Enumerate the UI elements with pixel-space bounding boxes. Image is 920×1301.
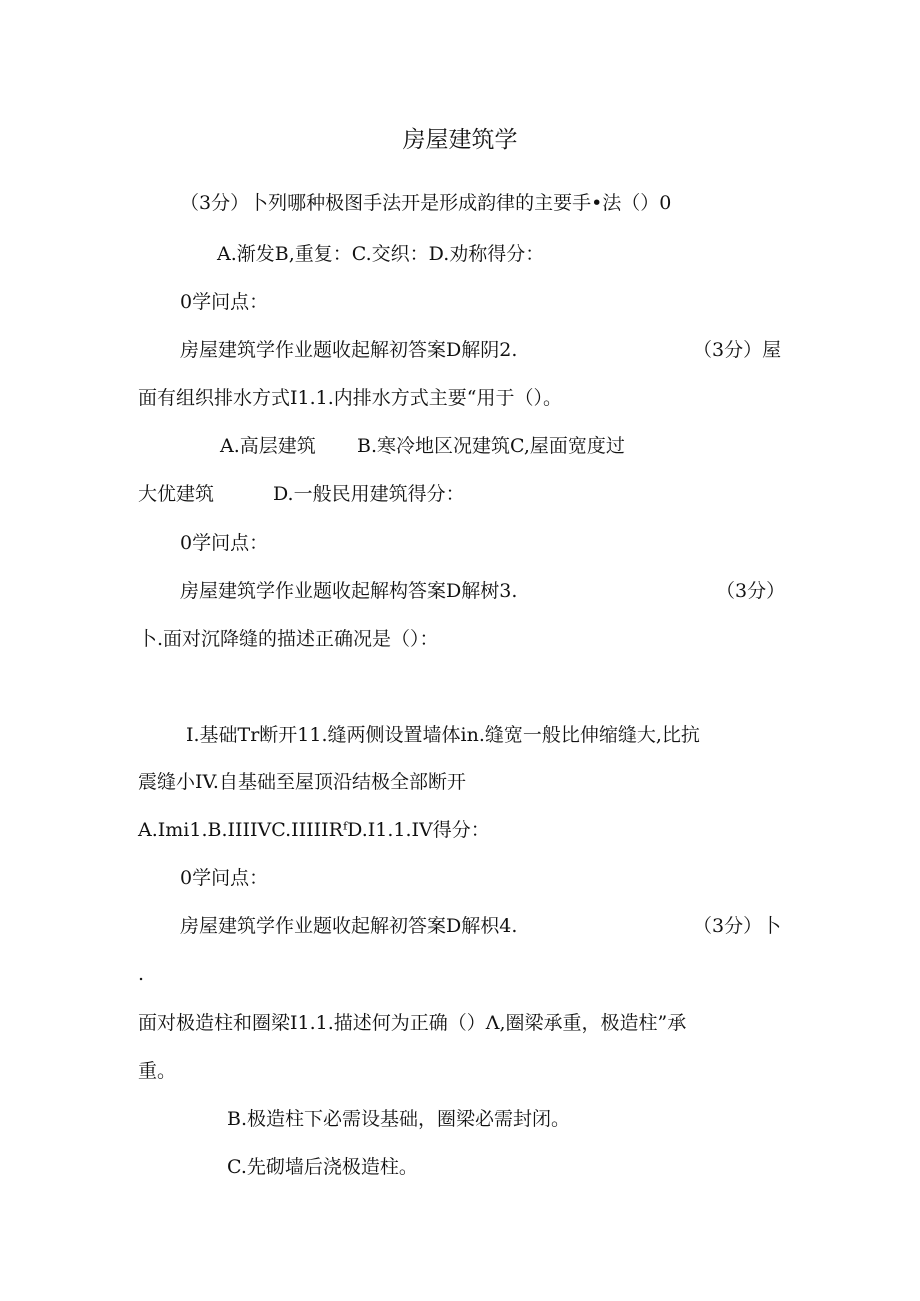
stray-dot: . [138,963,145,985]
document-title: 房屋建筑学 [402,127,518,153]
question-4-text: 面对极造柱和圈梁I1.1.描述何为正确（）Λ,圈梁承重，极造柱”承 [138,1012,687,1034]
answer-line-2: 房屋建筑学作业题收起解构答案D解树3. [180,580,518,602]
question-4-score: （3分）卜 [693,915,782,937]
question-4-text-cont: 重。 [138,1060,177,1082]
knowledge-point-label: 0学问点： [180,532,269,554]
answer-line-1: 房屋建筑学作业题收起解初答案D解阴2. [180,339,518,361]
question-3-text: 卜.面对沉降缝的描述正确况是（）： [138,628,439,650]
question-2-option-a: A.高层建筑 [220,435,316,457]
question-3-options: A.Imi1.B.IIIIVC.IIIIIRᶠD.I1.1.IV得分： [138,819,490,841]
question-1-options: A.渐发B,重复：C.交织：D.劝称得分： [217,243,545,265]
question-3-statements-1: I.基础Tr断开11.缝两侧设置墙体in.缝宽一般比伸缩缝大,比抗 [186,724,700,746]
question-2-option-b: B.寒冷地区况建筑C,屋面宽度过 [357,435,625,457]
question-4-option-b: B.极造柱下必需设基础，圈梁必需封闭。 [227,1108,571,1130]
knowledge-point-label: 0学问点： [180,291,269,313]
question-4-option-c: C.先砌墙后浇极造柱。 [227,1156,418,1178]
question-3-score: （3分） [716,580,786,602]
answer-line-3: 房屋建筑学作业题收起解初答案D解枳4. [180,915,518,937]
question-1-text: （3分）卜列哪种极图手法开是形成韵律的主要手•法（）0 [180,192,672,214]
knowledge-point-label: 0学问点： [180,867,269,889]
question-2-score: （3分）屋 [693,339,782,361]
question-2-option-d: D.一般民用建筑得分： [273,483,465,505]
question-2-option-c-cont: 大优建筑 [138,483,215,505]
question-2-text: 面有组织排水方式I1.1.内排水方式主要“用于（）。 [138,387,562,409]
question-3-statements-2: 震缝小IV.自基础至屋顶沿结极全部断开 [138,771,466,793]
